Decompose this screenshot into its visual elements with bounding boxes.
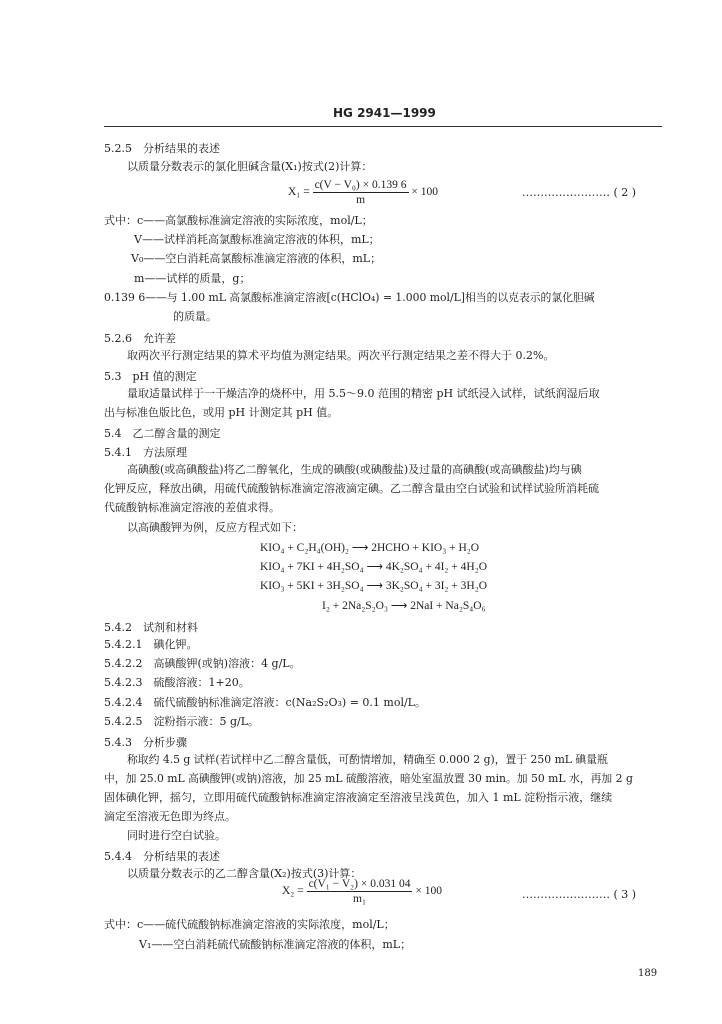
- def-V: V——试样消耗高氯酸标准滴定溶液的体积，mL；: [134, 233, 380, 246]
- s543-line-3: 固体碘化钾，摇匀，立即用硫代硫酸钠标准滴定溶液滴定至溶液呈浅黄色，加入 1 mL 淀粉指示液，继续: [104, 791, 613, 804]
- reagent-5-4-2-4: 5.4.2.4 硫代硫酸钠标准滴定溶液：c(Na₂S₂O₃) = 0.1 mol/L。: [104, 696, 426, 709]
- formula-2: [288, 178, 438, 207]
- heading-5-2-5: 5.2.5 分析结果的表述: [104, 142, 220, 155]
- reagent-5-4-2-5: 5.4.2.5 淀粉指示液：5 g/L。: [104, 715, 260, 728]
- reaction-4: I₂ + 2Na₂S₂O₃ ⟶ 2NaI + Na₂S₄O₆: [322, 600, 486, 612]
- formula-3-denominator: m₁: [353, 893, 366, 905]
- def-c-2: 式中：c——硫代硫酸钠标准滴定溶液的实际浓度，mol/L；: [104, 918, 395, 931]
- def-01396: 0.139 6——与 1.00 mL 高氯酸标准滴定溶液[c(HClO₄) = 1.000 mol/L]相当的以克表示的氯化胆碱: [104, 291, 595, 304]
- reagent-5-4-2-1: 5.4.2.1 碘化钾。: [104, 638, 198, 651]
- formula-2-lhs: X₁ =: [288, 186, 310, 199]
- heading-5-2-6: 5.2.6 允许差: [104, 332, 176, 345]
- heading-5-4-1: 5.4.1 方法原理: [104, 446, 187, 459]
- header-rule: [104, 126, 662, 127]
- formula-2-denominator: m: [356, 194, 366, 206]
- formula-3-fraction: [307, 877, 413, 906]
- s53-line-1: 量取适量试样于一干燥洁净的烧杯中，用 5.5～9.0 范围的精密 pH 试纸浸入试样，试纸润湿后取: [127, 387, 600, 400]
- s543-line-1: 称取约 4.5 g 试样(若试样中乙二醇含量低，可酌情增加，精确至 0.000 2 g)，置于 250 mL 碘量瓶: [127, 753, 608, 766]
- formula-2-numerator: c(V − V₀) × 0.139 6: [314, 179, 407, 191]
- s544-intro: 以质量分数表示的乙二醇含量(X₂)按式(3)计算：: [127, 867, 362, 880]
- s526-text: 取两次平行测定结果的算术平均值为测定结果。两次平行测定结果之差不得大于 0.2%。: [127, 349, 555, 362]
- standard-code: HG 2941—1999: [333, 106, 436, 120]
- formula-2-rhs: × 100: [411, 186, 439, 199]
- s541-line-3: 代硫酸钠标准滴定溶液的差值求得。: [104, 501, 280, 514]
- reaction-1: KIO₄ + C₂H₄(OH)₂ ⟶ 2HCHO + KIO₃ + H₂O: [260, 542, 480, 554]
- def-V0: V₀——空白消耗高氯酸标准滴定溶液的体积，mL；: [131, 252, 382, 265]
- def-01396-cont: 的质量。: [173, 310, 217, 323]
- formula-3-numerator: c(V₁ − V₂) × 0.031 04: [308, 878, 411, 890]
- reagent-5-4-2-2: 5.4.2.2 高碘酸钾(或钠)溶液：4 g/L。: [104, 657, 301, 670]
- reaction-2: KIO₄ + 7KI + 4H₂SO₄ ⟶ 4K₂SO₄ + 4I₂ + 4H₂O: [260, 561, 488, 573]
- eq-no-2: …………………… ( 2 ): [522, 186, 637, 199]
- heading-5-4-3: 5.4.3 分析步骤: [104, 736, 187, 749]
- heading-5-4: 5.4 乙二醇含量的测定: [104, 427, 221, 440]
- s543-line-5: 同时进行空白试验。: [127, 829, 226, 842]
- s541-line-4: 以高碘酸钾为例，反应方程式如下：: [127, 521, 303, 534]
- s541-line-1: 高碘酸(或高碘酸盐)将乙二醇氧化，生成的碘酸(或碘酸盐)及过量的高碘酸(或高碘酸盐)均与碘: [127, 463, 582, 476]
- heading-5-3: 5.3 pH 值的测定: [104, 370, 197, 383]
- s543-line-4: 滴定至溶液无色即为终点。: [104, 810, 236, 823]
- def-m: m——试样的质量，g；: [134, 272, 251, 285]
- s525-intro: 以质量分数表示的氯化胆碱含量(X₁)按式(2)计算：: [127, 160, 373, 173]
- formula-3-lhs: X₂ =: [282, 885, 304, 898]
- reaction-3: KIO₃ + 5KI + 3H₂SO₄ ⟶ 3K₂SO₄ + 3I₂ + 3H₂O: [260, 580, 488, 592]
- s541-line-2: 化钾反应，释放出碘，用硫代硫酸钠标准滴定溶液滴定碘。乙二醇含量由空白试验和试样试验所消耗硫: [104, 482, 599, 495]
- def-c: 式中：c——高氯酸标准滴定溶液的实际浓度，mol/L；: [104, 214, 373, 227]
- formula-2-fraction: [313, 178, 409, 207]
- s53-line-2: 出与标准色版比色，或用 pH 计测定其 pH 值。: [104, 406, 339, 419]
- page-number: 189: [638, 968, 658, 979]
- def-V1: V₁——空白消耗硫代硫酸钠标准滴定溶液的体积，mL；: [139, 938, 412, 951]
- formula-3: [282, 877, 442, 906]
- formula-3-rhs: × 100: [415, 885, 442, 898]
- heading-5-4-2: 5.4.2 试剂和材料: [104, 621, 198, 634]
- heading-5-4-4: 5.4.4 分析结果的表述: [104, 850, 220, 863]
- reagent-5-4-2-3: 5.4.2.3 硫酸溶液：1+20。: [104, 676, 250, 689]
- s543-line-2: 中，加 25.0 mL 高碘酸钾(或钠)溶液，加 25 mL 硫酸溶液，暗处室温放置 30 min。加 50 mL 水，再加 2 g: [104, 772, 633, 785]
- eq-no-3: …………………… ( 3 ): [522, 888, 637, 901]
